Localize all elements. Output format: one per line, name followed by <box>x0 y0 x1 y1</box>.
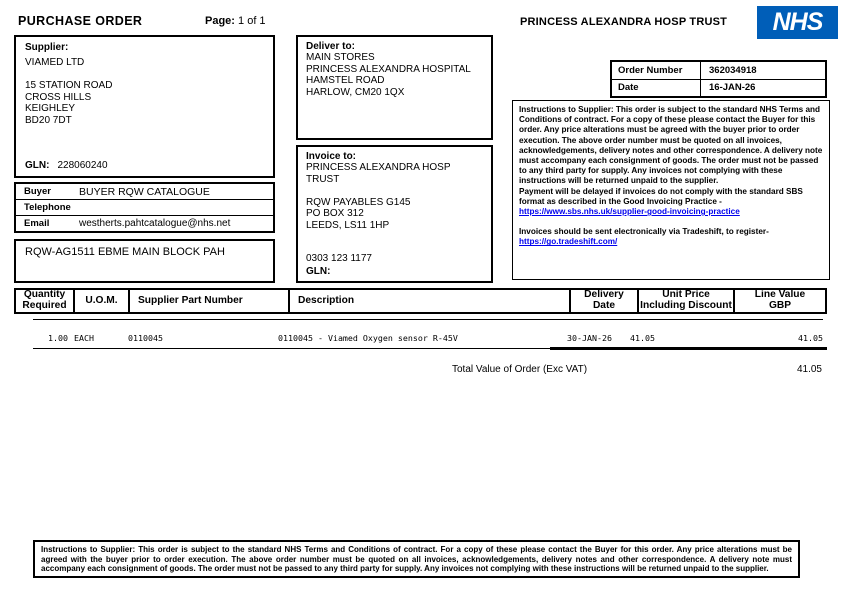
column-header-description: Description <box>290 290 571 312</box>
deliver-to-line: PRINCESS ALEXANDRA HOSPITAL <box>306 63 471 75</box>
item-line-value: 41.05 <box>798 333 823 343</box>
total-value: 41.05 <box>796 364 822 375</box>
item-delivery-date: 30-JAN-26 <box>567 333 612 343</box>
order-number-label: Order Number <box>612 62 701 79</box>
deliver-to-line: MAIN STORES <box>306 52 375 63</box>
divider <box>33 348 553 349</box>
supplier-label: Supplier: <box>25 42 69 53</box>
page-value: 1 of 1 <box>238 15 266 27</box>
order-number-value: 362034918 <box>709 64 757 76</box>
invoice-to-line: PRINCESS ALEXANDRA HOSP TRUST <box>306 162 451 185</box>
page-indicator <box>205 15 266 27</box>
reference-value: RQW-AG1511 EBME MAIN BLOCK PAH <box>25 246 225 258</box>
sbs-invoicing-link[interactable]: https://www.sbs.nhs.uk/supplier-good-invoicing-practice <box>519 207 740 217</box>
spacer <box>25 69 264 81</box>
deliver-to-box <box>296 35 493 140</box>
total-label: Total Value of Order (Exc VAT) <box>452 364 588 375</box>
invoice-to-line: PO BOX 312 <box>306 208 364 219</box>
invoice-to-box <box>296 145 493 283</box>
instructions-paragraph: Instructions to Supplier: This order is subject to the standard NHS Terms and Conditions of contract. For a copy of these please contact the Buyer for this order. Any price alterations must be agreed with the buyer prior to order execution. The above order number must be quoted on all invoices, acknowledgements, delivery notes and other correspondence. A delivery note must accompany each consignment of goods. The order must not be passed to any third party for supply. Any invoices not complying with these instructions will be returned unpaid to the supplier. <box>519 105 823 186</box>
deliver-to-line: HARLOW, CM20 1QX <box>306 86 405 98</box>
footer-instructions-box <box>33 540 800 578</box>
order-date-label: Date <box>612 80 701 97</box>
supplier-name: VIAMED LTD <box>25 57 85 68</box>
supplier-address-line: KEIGHLEY <box>25 103 76 114</box>
column-header-uom: U.O.M. <box>75 290 130 312</box>
telephone-row <box>16 199 273 215</box>
supplier-address-line: 15 STATION ROAD <box>25 80 113 91</box>
column-header-quantity: Quantity Required <box>16 290 75 312</box>
buyer-row <box>16 184 273 199</box>
reference-box <box>14 239 275 283</box>
buyer-value: BUYER RQW CATALOGUE <box>79 185 210 198</box>
divider <box>33 319 823 320</box>
trust-name: PRINCESS ALEXANDRA HOSP TRUST <box>520 16 728 28</box>
column-header-line-value: Line Value GBP <box>754 289 806 311</box>
payment-paragraph: Payment will be delayed if invoices do not comply with the standard SBS format as described in the Good Invoicing Practice - <box>519 186 803 206</box>
item-quantity: 1.00 <box>48 333 68 343</box>
supplier-gln-label: GLN: <box>25 160 50 171</box>
supplier-box <box>14 35 275 178</box>
buyer-label: Buyer <box>24 186 51 197</box>
invoice-to-label: Invoice to: <box>306 151 357 162</box>
item-description: 0110045 - Viamed Oxygen sensor R-45V <box>278 333 458 343</box>
nhs-logo-text: NHS <box>772 8 823 36</box>
spacer <box>519 217 823 227</box>
invoice-gln-label: GLN: <box>306 266 331 277</box>
invoice-to-line <box>306 185 483 197</box>
column-header-delivery-date: Delivery Date <box>571 290 639 312</box>
line-items-header <box>14 288 827 314</box>
buyer-table <box>14 182 275 233</box>
order-date-value: 16-JAN-26 <box>709 82 756 94</box>
telephone-label: Telephone <box>24 202 71 213</box>
deliver-to-label: Deliver to: <box>306 41 355 52</box>
column-header-part-number: Supplier Part Number <box>130 290 290 312</box>
page-title: PURCHASE ORDER <box>18 14 143 28</box>
item-uom: EACH <box>74 333 94 343</box>
email-value: westherts.pahtcatalogue@nhs.net <box>79 218 231 229</box>
invoice-phone: 0303 123 1177 <box>306 253 372 264</box>
order-date-row <box>612 79 825 97</box>
tradeshift-link[interactable]: https://go.tradeshift.com/ <box>519 237 618 247</box>
order-number-row <box>612 62 825 79</box>
column-header-unit-price: Unit Price Including Discount <box>639 290 735 312</box>
supplier-gln-value: 228060240 <box>57 160 108 171</box>
nhs-logo <box>757 6 838 39</box>
deliver-to-line: HAMSTEL ROAD <box>306 75 385 86</box>
item-part-number: 0110045 <box>128 333 163 343</box>
supplier-address-line: BD20 7DT <box>25 114 72 126</box>
page-label: Page: <box>205 15 235 27</box>
supplier-address-line: CROSS HILLS <box>25 91 92 103</box>
invoice-to-line: RQW PAYABLES G145 <box>306 196 411 208</box>
supplier-gln <box>25 160 108 171</box>
email-row <box>16 215 273 231</box>
footer-instructions-text: Instructions to Supplier: This order is subject to the standard NHS Terms and Conditions of contract. For a copy of these please contact the Buyer for this order. Any price alterations must be agreed with the buyer prior to order execution. The above order number must be quoted on all invoices, acknowledgements, delivery notes and other correspondence. A delivery note must accompany each consignment of goods. The order must not be passed to any third party for supply. Any invoices not complying with these instructions will be returned unpaid to the supplier. <box>41 545 792 574</box>
divider <box>550 347 827 350</box>
email-label: Email <box>24 218 50 229</box>
order-info-table <box>610 60 827 98</box>
item-unit-price: 41.05 <box>630 333 655 343</box>
tradeshift-paragraph: Invoices should be sent electronically via Tradeshift, to register- <box>519 227 769 237</box>
instructions-box <box>512 100 830 280</box>
invoice-to-line: LEEDS, LS11 1HP <box>306 219 390 231</box>
